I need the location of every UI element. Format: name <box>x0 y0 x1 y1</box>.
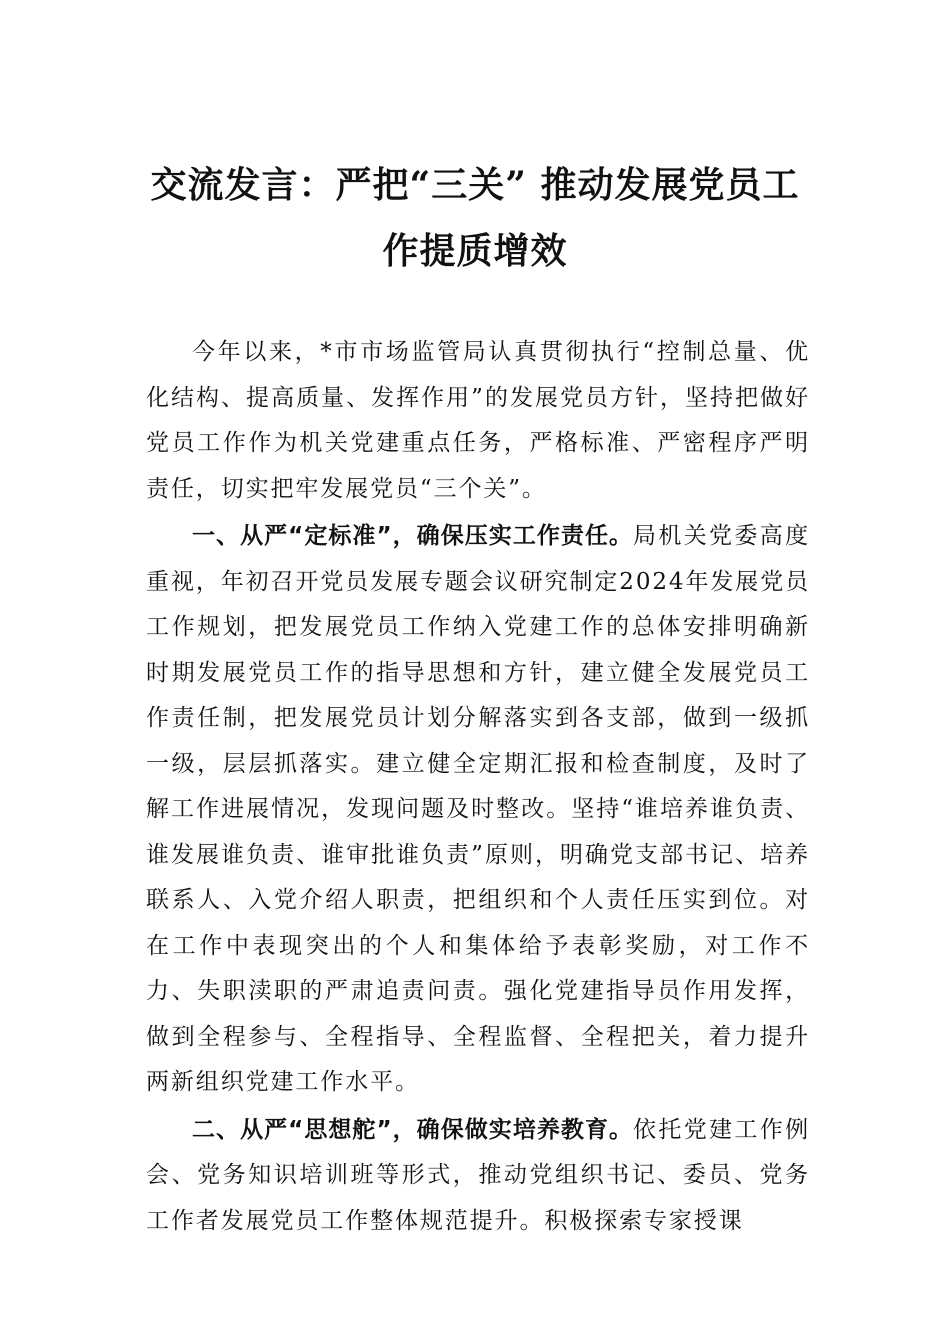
section-2-paragraph <box>146 1108 810 1245</box>
intro-paragraph <box>146 330 810 512</box>
section-1-heading: 一、从严“定标准”，确保压实工作责任。 <box>192 523 634 549</box>
section-1-body: 局机关党委高度重视，年初召开党员发展专题会议研究制定2024年发展党员工作规划，把发展党员工作纳入党建工作的总体安排明确新时期发展党员工作的指导思想和方针，建立健全发展党员工作责任制，把发展党员计划分解落实到各支部，做到一级抓一级，层层抓落实。建立健全定期汇报和检查制度，及时了解工作进展情况，发现问题及时整改。坚持“谁培养谁负责、谁发展谁负责、谁审批谁负责”原则，明确党支部书记、培养联系人、入党介绍人职责，把组织和个人责任压实到位。对在工作中表现突出的个人和集体给予表彰奖励，对工作不力、失职渎职的严肃追责问责。强化党建指导员作用发挥，做到全程参与、全程指导、全程监督、全程把关，着力提升两新组织党建工作水平。 <box>146 523 810 1095</box>
document-title-line-2: 作提质增效 <box>382 230 568 272</box>
intro-text: 今年以来，*市市场监管局认真贯彻执行“控制总量、优化结构、提高质量、发挥作用”的发展党员方针，坚持把做好党员工作作为机关党建重点任务，严格标准、严密程序严明责任，切实把牢发展党员“三个关”。 <box>146 339 810 502</box>
document-title-line-1: 交流发言：严把“三关” 推动发展党员工 <box>150 164 800 206</box>
section-2-heading: 二、从严“思想舵”，确保做实培养教育。 <box>192 1116 634 1143</box>
section-2-body: 依托党建工作例会、党务知识培训班等形式，推动党组织书记、委员、党务工作者发展党员工作整体规范提升。积极探索专家授课 <box>146 1116 810 1234</box>
section-1-paragraph <box>146 514 810 1106</box>
document-body <box>146 330 810 1246</box>
